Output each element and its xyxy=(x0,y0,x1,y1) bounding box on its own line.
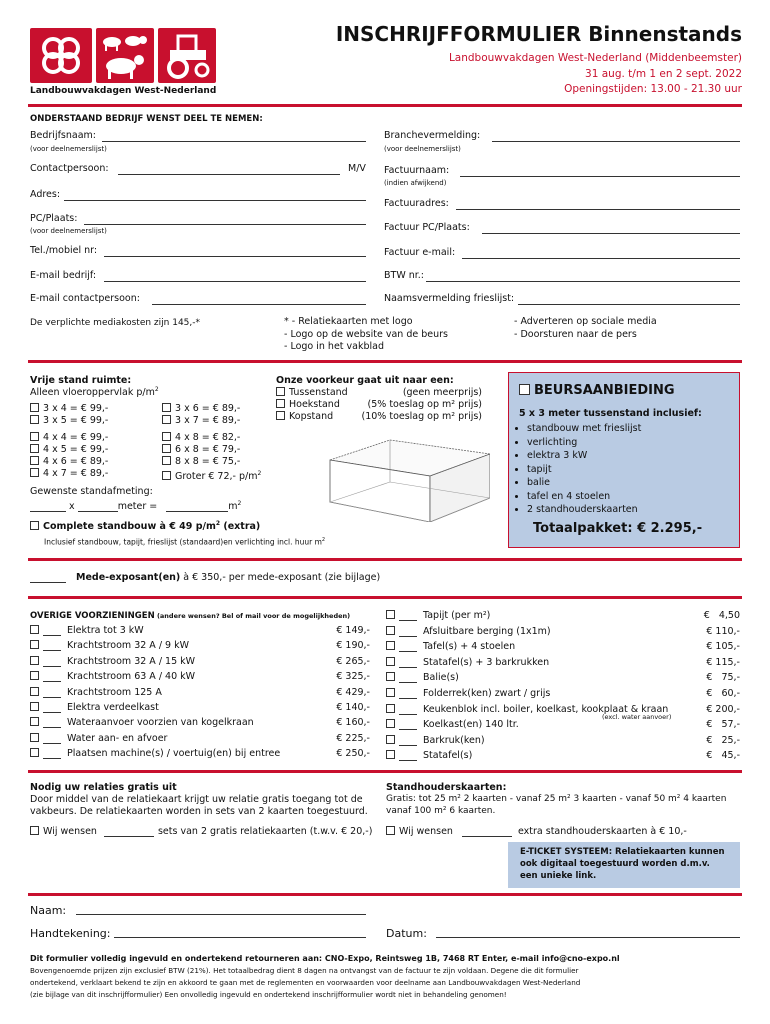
bedrijfsnaam-field[interactable] xyxy=(102,130,366,142)
checkbox[interactable] xyxy=(30,625,39,634)
stand-option[interactable] xyxy=(30,444,108,456)
media-items-left xyxy=(284,316,448,354)
stand-option-label: 4 x 8 = € 82,- xyxy=(175,432,241,443)
checkbox[interactable] xyxy=(519,384,530,395)
overige-price: € 265,- xyxy=(336,655,370,667)
overige-item[interactable] xyxy=(30,687,370,702)
overige-label: Elektra verdeelkast xyxy=(67,701,159,713)
media-item: - Adverteren op sociale media xyxy=(514,316,657,327)
bedrijfsnaam-label: Bedrijfsnaam: xyxy=(30,130,96,141)
branche-field[interactable] xyxy=(492,130,740,142)
checkbox[interactable] xyxy=(30,748,39,757)
desired-m2: m xyxy=(228,501,238,513)
stand-option[interactable] xyxy=(162,415,240,427)
checkbox[interactable] xyxy=(162,444,171,453)
standhouder-wij: Wij wensen xyxy=(399,826,453,837)
media-item: - Logo op de website van de beurs xyxy=(284,328,448,340)
tractor-icon xyxy=(158,28,216,83)
pcplaats-note: (voor deelnemerslijst) xyxy=(30,227,107,235)
overige-price: € 110,- xyxy=(706,625,740,637)
stand-col1a xyxy=(30,403,108,427)
footer-line: ondertekend, verklaart bekend te zijn en akkoord te gaan met de reglementen en voorwaarden voor deelname aan Landbouwvakdagen West-Nederland xyxy=(30,978,581,987)
pref-heading: Onze voorkeur gaat uit naar een: xyxy=(276,375,454,386)
overige-item[interactable] xyxy=(386,657,740,673)
eticket-line: E-TICKET SYSTEEM: Relatiekaarten kunnen xyxy=(520,847,725,857)
relaties-count-field[interactable] xyxy=(104,826,154,837)
pref-label: Hoekstand xyxy=(289,399,340,410)
quantity-field[interactable] xyxy=(399,689,417,699)
overige-label: Elektra tot 3 kW xyxy=(67,625,144,636)
overige-heading xyxy=(30,611,350,621)
beurs-item: • 2 standhouderskaarten xyxy=(527,503,641,517)
org-name: Landbouwvakdagen West-Nederland xyxy=(30,86,217,96)
naam-label: Naam: xyxy=(30,904,67,917)
stand-subheading-text: Alleen vloeroppervlak p/m xyxy=(30,387,155,399)
quantity-field[interactable] xyxy=(399,736,417,746)
datum-field[interactable] xyxy=(436,925,740,938)
overige-label: Plaatsen machine(s) / voertuig(en) bij entree xyxy=(67,748,281,760)
clover-icon xyxy=(30,28,92,83)
pref-note: (5% toeslag op m² prijs) xyxy=(367,399,482,410)
logo-clover xyxy=(30,28,92,83)
event-line: Landbouwvakdagen West-Nederland (Middenbeemster) xyxy=(448,52,742,64)
relaties-text2: vakbeurs. De relatiekaarten worden in sets van 2 kaarten toegestuurd. xyxy=(30,806,368,817)
divider xyxy=(28,596,742,599)
stand-col2b xyxy=(162,432,261,483)
overige-price: € 75,- xyxy=(706,672,740,684)
factuuradres-field[interactable] xyxy=(456,198,740,210)
btw-label: BTW nr.: xyxy=(384,270,425,281)
overige-price: € 200,- xyxy=(706,703,740,715)
overige-label: Krachtstroom 32 A / 9 kW xyxy=(67,640,190,652)
quantity-field[interactable] xyxy=(43,703,61,713)
quantity-field[interactable] xyxy=(399,720,417,730)
overige-item[interactable] xyxy=(30,702,370,717)
overige-price: € 429,- xyxy=(336,686,370,698)
complete-note-text: Inclusief standbouw, tapijt, frieslijst (standaard)en verlichting incl. huur m xyxy=(44,537,322,547)
divider xyxy=(28,770,742,773)
pcplaats-label: PC/Plaats: xyxy=(30,213,78,224)
overige-label: Barkruk(ken) xyxy=(423,734,485,746)
naamsvermelding-field[interactable] xyxy=(518,293,740,305)
beurs-item: • tapijt xyxy=(527,463,641,477)
stand-option-label: Groter € 72,- p/m xyxy=(175,471,258,483)
sup-two: 2 xyxy=(215,520,221,527)
standhouder-extra: extra standhouderskaarten à € 10,- xyxy=(517,826,687,837)
beurs-item: • balie xyxy=(527,476,641,490)
media-item: - Doorsturen naar de pers xyxy=(514,328,637,340)
beurs-item: • elektra 3 kW xyxy=(527,449,641,463)
standhouder-text1: Gratis: tot 25 m² 2 kaarten - vanaf 25 m² 3 kaarten - vanaf 50 m² 4 kaarten xyxy=(386,794,727,804)
handtekening-field[interactable] xyxy=(114,925,366,938)
stand-option-label: 3 x 4 = € 99,- xyxy=(43,403,109,414)
standhouder-heading: Standhouderskaarten: xyxy=(386,782,507,793)
stand-option-label: 4 x 7 = € 89,- xyxy=(43,468,109,479)
footer-line: Bovengenoemde prijzen zijn exclusief BTW (21%). Het totaalbedrag dient 8 dagen na ontvangst van de factuur te zijn voldaan. Degene die dit formulier xyxy=(30,966,579,975)
stand-col2a xyxy=(162,403,240,427)
stand-option[interactable] xyxy=(162,468,261,483)
relaties-sets: sets van 2 gratis relatiekaarten (t.w.v. € 20,-) xyxy=(157,826,373,837)
adres-label: Adres: xyxy=(30,189,61,200)
footer-bold: Dit formulier volledig ingevuld en ondertekend retourneren aan: CNO-Expo, Reintsweg 1B, 7468 RT Enter, e-mail info@cno-expo.nl xyxy=(30,954,620,963)
checkbox[interactable] xyxy=(30,456,39,465)
checkbox[interactable] xyxy=(30,671,39,680)
overige-item[interactable] xyxy=(30,656,370,671)
overige-label: Krachtstroom 63 A / 40 kW xyxy=(67,671,196,683)
divider xyxy=(28,558,742,561)
stand-option[interactable] xyxy=(162,403,240,415)
beurs-item: • standbouw met frieslijst xyxy=(527,422,641,436)
eticket-line: een unieke link. xyxy=(520,871,597,881)
overige-item[interactable] xyxy=(386,750,740,766)
pref-option[interactable] xyxy=(276,411,482,423)
overige-heading-note: (andere wensen? Bel of mail voor de mogelijkheden) xyxy=(154,612,351,620)
overige-item[interactable] xyxy=(386,704,740,720)
media-cost: De verplichte mediakosten zijn 145,-* xyxy=(30,318,201,328)
quantity-field[interactable] xyxy=(399,627,417,637)
footer-line: (zie bijlage van dit inschrijfformulier) Een onvolledig ingevuld en ondertekend inschrijfformulier wordt niet in behandeling genomen! xyxy=(30,990,507,999)
desired-x: x xyxy=(69,501,75,513)
relaties-text1: Door middel van de relatiekaart krijgt uw relatie gratis toegang tot de xyxy=(30,794,363,805)
overige-price: € 45,- xyxy=(706,750,740,762)
contactpersoon-label: Contactpersoon: xyxy=(30,163,109,174)
overige-label: Koelkast(en) 140 ltr. xyxy=(423,719,519,731)
overige-item[interactable] xyxy=(30,717,370,732)
stand-option[interactable] xyxy=(30,456,108,468)
overige-left-list xyxy=(30,625,370,764)
factuuradres-label: Factuuradres: xyxy=(384,198,449,209)
divider xyxy=(28,893,742,896)
checkbox[interactable] xyxy=(276,399,285,408)
overige-price: € 160,- xyxy=(336,717,370,729)
stand-option-label: 6 x 8 = € 79,- xyxy=(175,444,241,455)
checkbox[interactable] xyxy=(30,687,39,696)
quantity-field[interactable] xyxy=(399,611,417,621)
checkbox[interactable] xyxy=(386,719,395,728)
overige-label: Wateraanvoer voorzien van kogelkraan xyxy=(67,717,254,729)
checkbox[interactable] xyxy=(30,403,39,412)
overige-item[interactable] xyxy=(30,625,370,640)
stand-heading: Vrije stand ruimte: xyxy=(30,375,132,386)
checkbox[interactable] xyxy=(386,626,395,635)
overige-item[interactable] xyxy=(386,688,740,704)
contactpersoon-field[interactable] xyxy=(118,163,340,175)
factuur-email-label: Factuur e-mail: xyxy=(384,247,456,258)
factuur-email-field[interactable] xyxy=(462,247,740,259)
dates-line: 31 aug. t/m 1 en 2 sept. 2022 xyxy=(585,68,742,80)
pref-list xyxy=(276,387,482,423)
water-note: (excl. water aanvoer) xyxy=(602,713,672,721)
overige-price: € 149,- xyxy=(336,625,370,636)
overige-item[interactable] xyxy=(386,672,740,688)
overige-label: Statafel(s) + 3 barkrukken xyxy=(423,656,550,668)
datum-label: Datum: xyxy=(386,927,427,940)
email-bedrijf-label: E-mail bedrijf: xyxy=(30,270,97,281)
checkbox[interactable] xyxy=(162,471,171,480)
checkbox[interactable] xyxy=(30,640,39,649)
checkbox[interactable] xyxy=(162,456,171,465)
pref-note: (10% toeslag op m² prijs) xyxy=(361,411,482,422)
page-title: INSCHRIJFFORMULIER Binnenstands xyxy=(335,22,742,46)
stand-option[interactable] xyxy=(30,415,108,427)
quantity-field[interactable] xyxy=(399,705,417,715)
factuurnaam-label: Factuurnaam: xyxy=(384,165,450,176)
sup-two: 2 xyxy=(321,537,326,543)
complete-standbouw[interactable] xyxy=(30,520,260,532)
stand-col1b xyxy=(30,432,108,480)
tel-label: Tel./mobiel nr: xyxy=(30,245,98,256)
email-bedrijf-field[interactable] xyxy=(104,270,366,282)
quantity-field[interactable] xyxy=(399,751,417,761)
pref-label: Tussenstand xyxy=(289,387,348,398)
desired-length-field[interactable] xyxy=(78,501,118,512)
overige-item[interactable] xyxy=(30,733,370,748)
quantity-field[interactable] xyxy=(399,642,417,652)
overige-label: Tapijt (per m²) xyxy=(423,610,491,621)
beurs-item: • verlichting xyxy=(527,436,641,450)
overige-item[interactable] xyxy=(386,735,740,751)
overige-price: € 140,- xyxy=(336,701,370,713)
stand-option-label: 4 x 5 = € 99,- xyxy=(43,444,109,455)
checkbox[interactable] xyxy=(30,444,39,453)
beurs-box xyxy=(508,372,740,548)
beurs-sub: 5 x 3 meter tussenstand inclusief: xyxy=(519,408,702,419)
overige-label: Krachtstroom 32 A / 15 kW xyxy=(67,655,196,667)
desired-width-field[interactable] xyxy=(30,501,66,512)
quantity-field[interactable] xyxy=(43,734,61,744)
sup-two: 2 xyxy=(154,386,159,393)
checkbox[interactable] xyxy=(276,411,285,420)
media-items-right xyxy=(514,316,657,341)
pref-label: Kopstand xyxy=(289,411,334,422)
standhouder-count-field[interactable] xyxy=(462,826,512,837)
mede-rest: à € 350,- per mede-exposant (zie bijlage) xyxy=(180,572,381,583)
eticket-line: ook digitaal toegestuurd worden d.m.v. xyxy=(520,859,710,869)
handtekening-label: Handtekening: xyxy=(30,927,111,940)
beurs-total: Totaalpakket: € 2.295,- xyxy=(533,521,703,536)
stand-option[interactable] xyxy=(162,456,261,468)
overige-label: Keukenblok incl. boiler, koelkast, kookplaat & kraan xyxy=(423,703,669,715)
divider xyxy=(28,104,742,107)
stand-option[interactable] xyxy=(30,468,108,480)
factuur-pc-label: Factuur PC/Plaats: xyxy=(384,222,470,233)
pref-option[interactable] xyxy=(276,387,482,399)
media-item: - Logo in het vakblad xyxy=(284,341,385,352)
checkbox[interactable] xyxy=(30,468,39,477)
stand-option[interactable] xyxy=(30,403,108,415)
media-item: * - Relatiekaarten met logo xyxy=(284,316,413,327)
mede-row xyxy=(30,572,380,583)
checkbox[interactable] xyxy=(386,672,395,681)
branche-label: Branchevermelding: xyxy=(384,130,481,141)
overige-item[interactable] xyxy=(386,641,740,657)
quantity-field[interactable] xyxy=(43,672,61,682)
checkbox[interactable] xyxy=(386,641,395,650)
hours-line: Openingstijden: 13.00 - 21.30 uur xyxy=(564,83,742,95)
mv-label[interactable]: M/V xyxy=(348,163,366,174)
checkbox[interactable] xyxy=(30,717,39,726)
overige-price: € 105,- xyxy=(706,641,740,653)
checkbox[interactable] xyxy=(30,521,39,530)
overige-item[interactable] xyxy=(30,640,370,655)
stand-option-label: 8 x 8 = € 75,- xyxy=(175,456,241,467)
email-contact-label: E-mail contactpersoon: xyxy=(30,293,140,304)
checkbox[interactable] xyxy=(386,750,395,759)
stand-option-label: 3 x 6 = € 89,- xyxy=(175,403,241,414)
bedrijfsnaam-note: (voor deelnemerslijst) xyxy=(30,145,107,153)
overige-label: Balie(s) xyxy=(423,672,459,684)
complete-extra: (extra) xyxy=(220,521,261,533)
email-contact-field[interactable] xyxy=(152,293,366,305)
stand-option[interactable] xyxy=(162,432,261,444)
beurs-title-text: BEURSAANBIEDING xyxy=(534,383,675,398)
overige-label: Water aan- en afvoer xyxy=(67,732,168,744)
standhouder-text2: vanaf 100 m² 6 kaarten. xyxy=(386,806,496,816)
adres-field[interactable] xyxy=(64,189,366,201)
overige-price: € 115,- xyxy=(706,656,740,668)
stand-option[interactable] xyxy=(162,444,261,456)
stand-option-label: 4 x 6 = € 89,- xyxy=(43,456,109,467)
booth-illustration xyxy=(320,432,490,522)
overige-label: Tafel(s) + 4 stoelen xyxy=(423,641,516,653)
quantity-field[interactable] xyxy=(43,688,61,698)
overige-heading-text: OVERIGE VOORZIENINGEN xyxy=(30,611,155,621)
relaties-heading: Nodig uw relaties gratis uit xyxy=(30,782,177,793)
quantity-field[interactable] xyxy=(43,749,61,759)
checkbox[interactable] xyxy=(386,657,395,666)
quantity-field[interactable] xyxy=(43,657,61,667)
overige-price: € 325,- xyxy=(336,671,370,683)
company-heading: ONDERSTAAND BEDRIJF WENST DEEL TE NEMEN: xyxy=(30,114,263,124)
logo-animals xyxy=(96,28,154,83)
overige-price: € 57,- xyxy=(706,719,740,731)
overige-price: € 25,- xyxy=(706,734,740,746)
factuurnaam-note: (indien afwijkend) xyxy=(384,179,447,187)
desired-meter: meter = xyxy=(117,501,158,513)
complete-label: Complete standbouw à € 49 p/m xyxy=(43,521,216,533)
overige-label: Afsluitbare berging (1x1m) xyxy=(423,625,551,637)
sup-two: 2 xyxy=(257,470,262,477)
overige-label: Krachtstroom 125 A xyxy=(67,686,162,698)
overige-right-list xyxy=(386,610,740,766)
beurs-list xyxy=(513,422,641,517)
divider xyxy=(28,360,742,363)
quantity-field[interactable] xyxy=(43,641,61,651)
checkbox[interactable] xyxy=(162,403,171,412)
eticket-box xyxy=(508,842,740,888)
animals-icon xyxy=(96,28,154,83)
overige-price: € 60,- xyxy=(706,687,740,699)
stand-option-label: 3 x 7 = € 89,- xyxy=(175,415,241,426)
stand-option-label: 3 x 5 = € 99,- xyxy=(43,415,109,426)
naamsvermelding-label: Naamsvermelding frieslijst: xyxy=(384,293,515,304)
checkbox[interactable] xyxy=(386,704,395,713)
checkbox[interactable] xyxy=(276,387,285,396)
pref-note: (geen meerprijs) xyxy=(402,387,482,398)
tel-field[interactable] xyxy=(104,245,366,257)
quantity-field[interactable] xyxy=(43,718,61,728)
pcplaats-field[interactable] xyxy=(84,213,366,225)
overige-label: Statafel(s) xyxy=(423,750,473,762)
beurs-item: • tafel en 4 stoelen xyxy=(527,490,641,504)
desired-label: Gewenste standafmeting: xyxy=(30,486,153,497)
checkbox[interactable] xyxy=(386,735,395,744)
overige-item[interactable] xyxy=(30,748,370,763)
sup-two: 2 xyxy=(237,500,242,507)
standhouder-row xyxy=(386,826,687,837)
checkbox[interactable] xyxy=(30,432,39,441)
beurs-title xyxy=(519,383,675,398)
mede-count-field[interactable] xyxy=(30,572,66,583)
complete-note xyxy=(44,537,325,547)
branche-note: (voor deelnemerslijst) xyxy=(384,145,461,153)
stand-option[interactable] xyxy=(30,432,108,444)
checkbox[interactable] xyxy=(162,432,171,441)
overige-label: Folderrek(ken) zwart / grijs xyxy=(423,687,551,699)
overige-price: € 4,50 xyxy=(703,610,740,621)
checkbox[interactable] xyxy=(162,415,171,424)
desired-row xyxy=(30,500,241,512)
overige-item[interactable] xyxy=(30,671,370,686)
checkbox[interactable] xyxy=(386,688,395,697)
quantity-field[interactable] xyxy=(399,658,417,668)
naam-field[interactable] xyxy=(76,902,366,915)
checkbox[interactable] xyxy=(386,826,395,835)
pref-option[interactable] xyxy=(276,399,482,411)
checkbox[interactable] xyxy=(30,656,39,665)
logo-tractor xyxy=(158,28,216,83)
overige-price: € 225,- xyxy=(336,732,370,744)
overige-item[interactable] xyxy=(386,626,740,642)
overige-item[interactable] xyxy=(386,610,740,626)
overige-price: € 190,- xyxy=(336,640,370,652)
overige-item[interactable] xyxy=(386,719,740,735)
checkbox[interactable] xyxy=(30,733,39,742)
factuur-pc-field[interactable] xyxy=(482,222,740,234)
quantity-field[interactable] xyxy=(399,673,417,683)
stand-subheading xyxy=(30,386,159,398)
checkbox[interactable] xyxy=(30,702,39,711)
checkbox[interactable] xyxy=(30,826,39,835)
overige-price: € 250,- xyxy=(336,748,370,760)
checkbox[interactable] xyxy=(30,415,39,424)
stand-option-label: 4 x 4 = € 99,- xyxy=(43,432,109,443)
desired-area-field[interactable] xyxy=(166,501,228,512)
relaties-wij: Wij wensen xyxy=(43,826,97,837)
checkbox[interactable] xyxy=(386,610,395,619)
factuurnaam-field[interactable] xyxy=(460,165,740,177)
btw-field[interactable] xyxy=(426,270,740,282)
relaties-row xyxy=(30,826,372,837)
quantity-field[interactable] xyxy=(43,626,61,636)
mede-label: Mede-exposant(en) xyxy=(76,572,181,583)
